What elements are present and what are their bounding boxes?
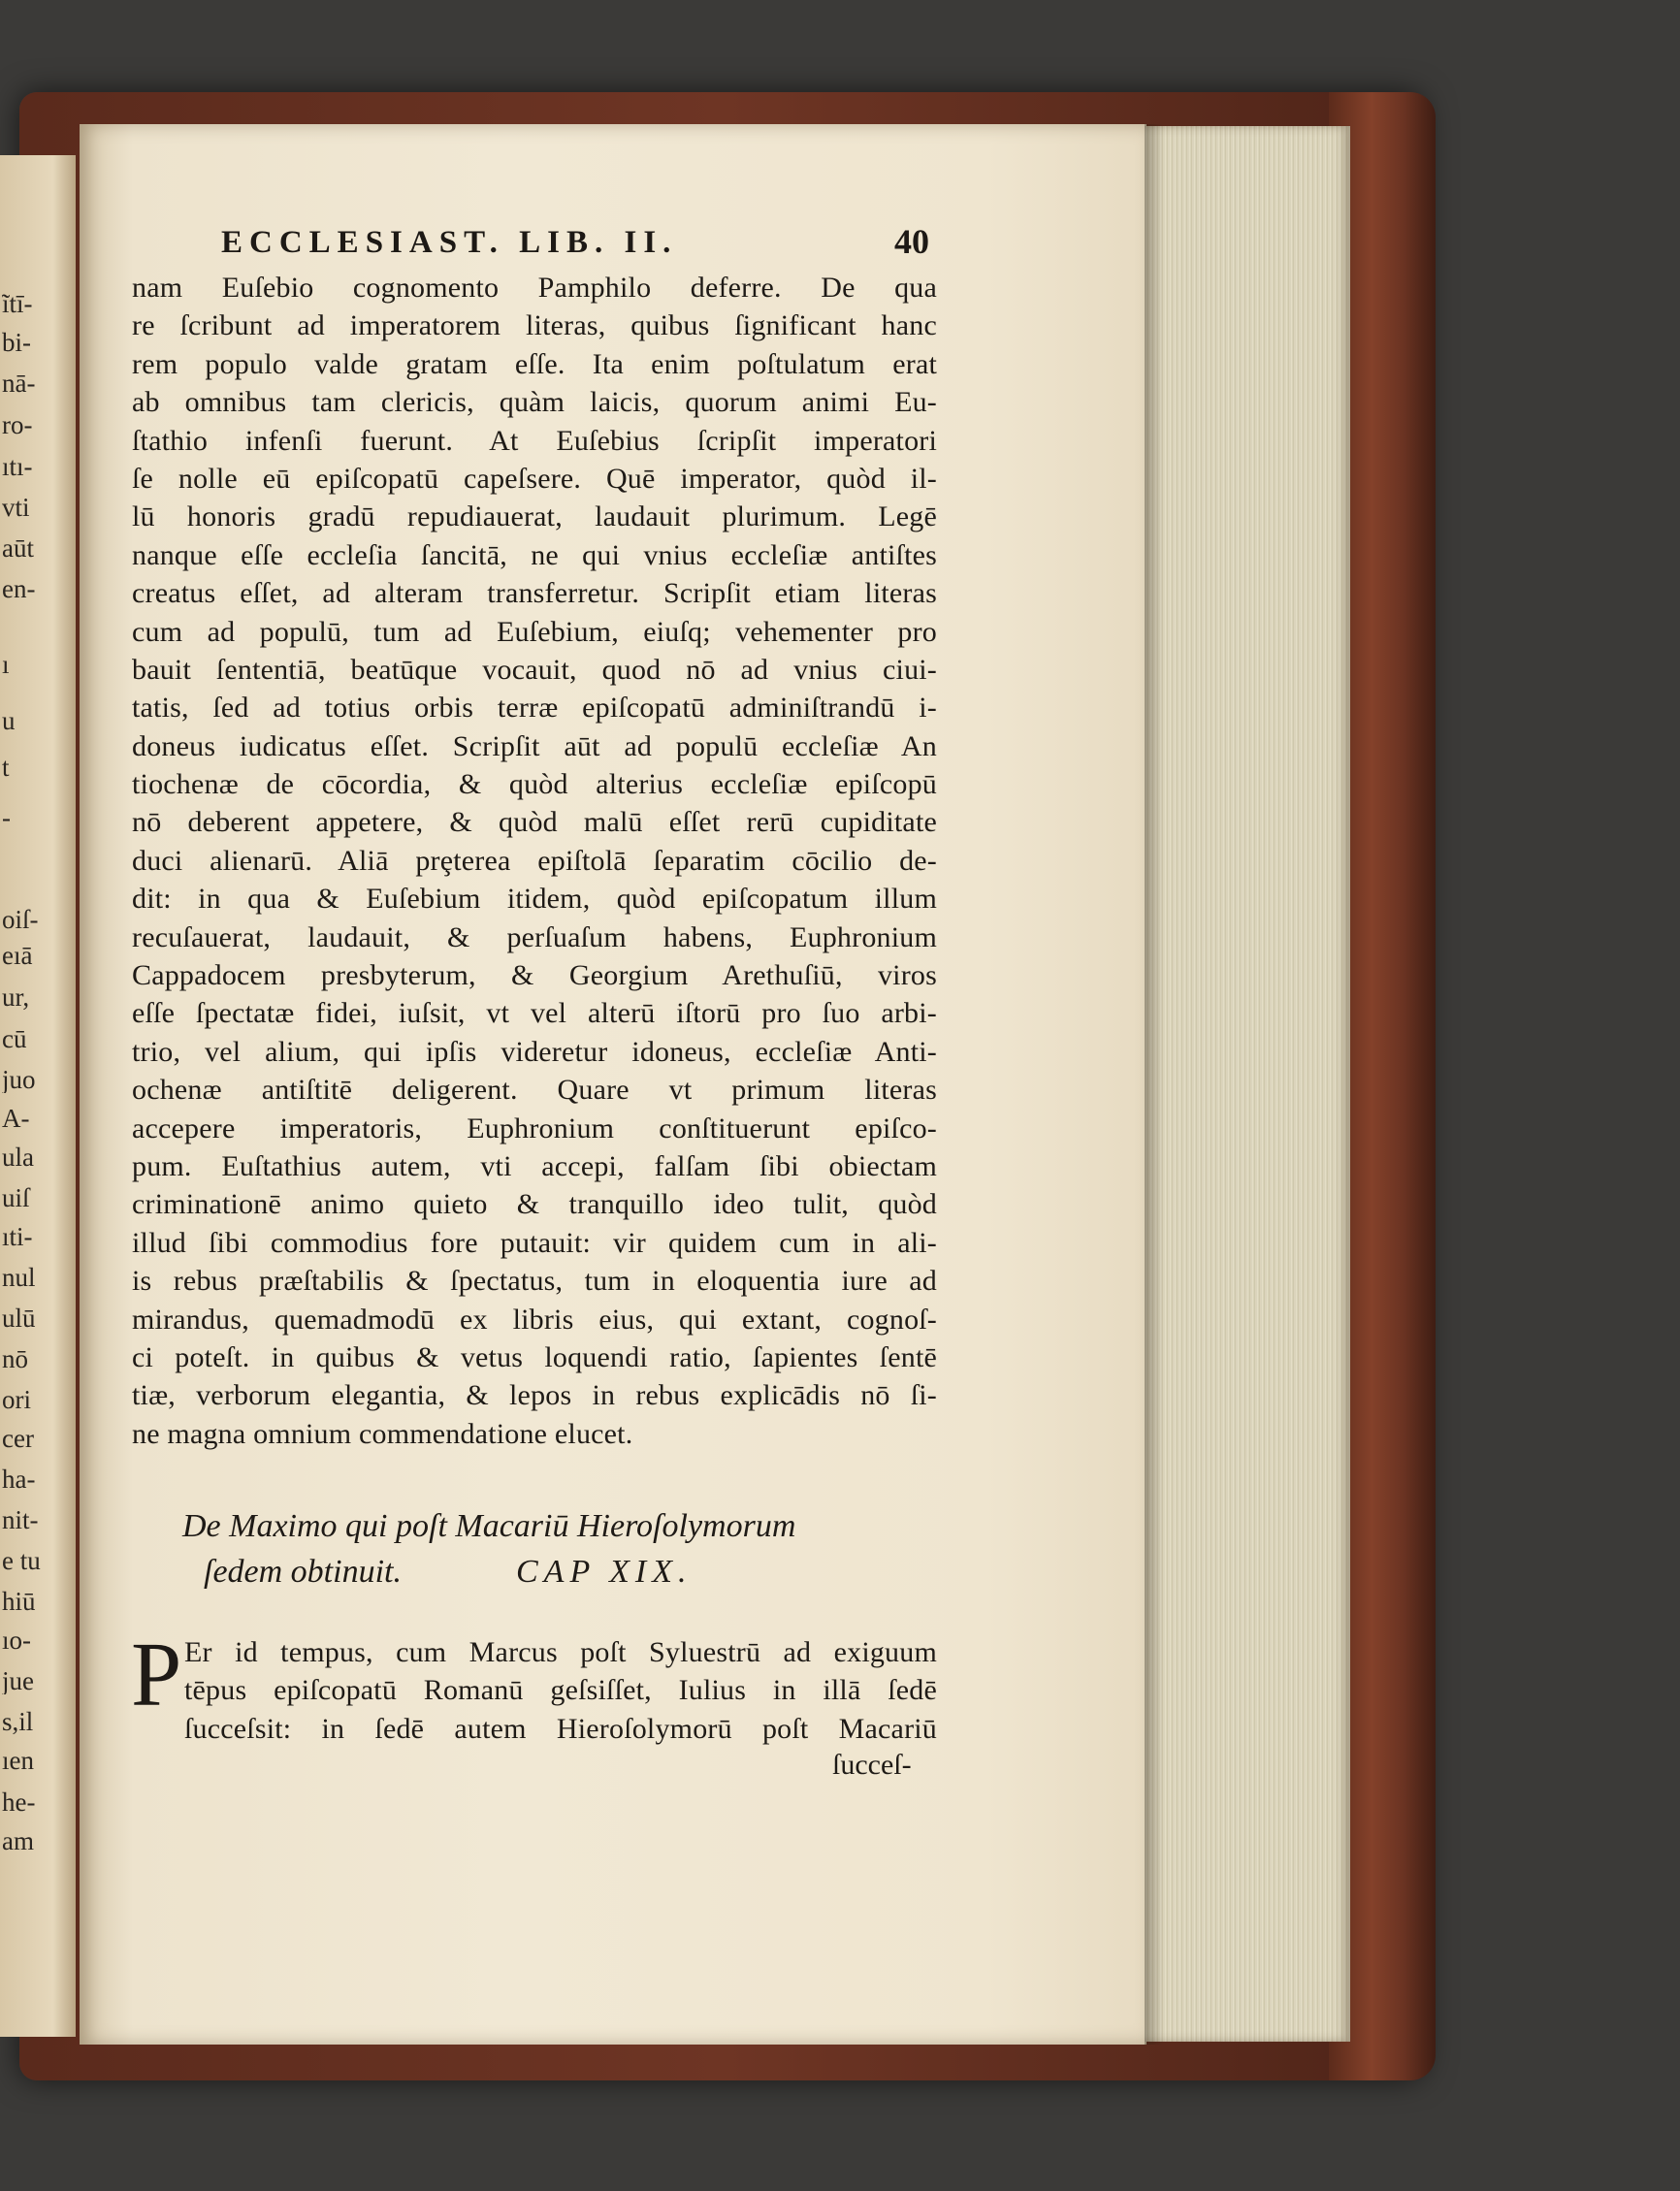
text-line: trio, vel alium, qui ipſis videretur idoneus, eccleſiæ Anti- — [132, 1035, 937, 1068]
text-line: duci alienarū. Aliā prȩterea epiſtolā ſeparatim cōcilio de- — [132, 844, 937, 877]
previous-page-fragment: jue — [2, 1668, 34, 1694]
previous-page-fragment: ıo- — [2, 1627, 31, 1654]
text-line: ochenæ antiſtitē deligerent. Quare vt primum literas — [132, 1074, 937, 1107]
page-edges — [1145, 126, 1350, 2042]
text-line: tatis, ſed ad totius orbis terræ epiſcopatū adminiſtrandū i- — [132, 692, 937, 725]
text-line: ab omnibus tam clericis, quàm laicis, quorum animi Eu- — [132, 386, 937, 419]
previous-page-fragment: oiſ- — [2, 907, 39, 933]
previous-page-fragment: nit- — [2, 1507, 39, 1533]
page-number: 40 — [894, 222, 929, 261]
previous-page-fragment: hiū — [2, 1589, 36, 1615]
text-line: tiochenæ de cōcordia, & quòd alterius eccleſiæ epiſcopū — [132, 768, 937, 801]
previous-page-fragment: s,il — [2, 1709, 34, 1735]
previous-page-fragment: aūt — [2, 535, 34, 562]
previous-page-fragment: eıā — [2, 943, 33, 969]
text-line: criminationē animo quieto & tranquillo ideo tulit, quòd — [132, 1188, 937, 1221]
previous-page-fragment: ha- — [2, 1466, 36, 1493]
text-line: cum ad populū, tum ad Euſebium, eiuſq; vehementer pro — [132, 615, 937, 648]
text-line: pum. Euſtathius autem, vti accepi, falſam ſibi obiectam — [132, 1149, 937, 1182]
previous-page-fragment: ı — [2, 652, 10, 678]
previous-page-fragment: nō — [2, 1346, 28, 1372]
text-line: bauit ſententiā, beatūque vocauit, quod nō ad vnius ciui- — [132, 653, 937, 686]
previous-page-fragment: juo — [2, 1067, 36, 1093]
text-line: recuſauerat, laudauit, & perſuaſum habens, Euphronium — [132, 920, 937, 953]
chapter-heading-line-2: ſedem obtinuit. — [204, 1554, 402, 1590]
text-line: accepere imperatoris, Euphronium conſtituerunt epiſco- — [132, 1112, 937, 1144]
previous-page-fragment: nā- — [2, 371, 36, 397]
previous-page-sliver — [0, 155, 76, 2037]
text-line: nam Euſebio cognomento Pamphilo deferre. De qua — [132, 272, 937, 304]
previous-page-fragment: ulū — [2, 1305, 36, 1332]
previous-page-fragment: en- — [2, 576, 36, 602]
catchword: ſucceſ- — [832, 1749, 912, 1781]
previous-page-fragment: e tu — [2, 1548, 41, 1574]
previous-page-fragment: ĩtī- — [2, 291, 33, 317]
previous-page-fragment: ula — [2, 1144, 34, 1171]
previous-page-fragment: ur, — [2, 984, 30, 1011]
previous-page-fragment: ıtı- — [2, 454, 33, 480]
previous-page-fragment: vti — [2, 495, 30, 521]
page-header — [221, 222, 929, 264]
text-line: nō deberent appetere, & quòd malū eſſet rerū cupiditate — [132, 806, 937, 839]
text-line: mirandus, quemadmodū ex libris eius, qui extant, cognoſ- — [132, 1303, 937, 1336]
previous-page-fragment: ıti- — [2, 1224, 33, 1250]
text-line: tiæ, verborum elegantia, & lepos in rebus explicādis nō ſi- — [132, 1379, 937, 1412]
previous-page-fragment: bi- — [2, 330, 31, 356]
gutter-shadow — [1145, 124, 1164, 2045]
text-line: eſſe ſpectatæ fidei, iuſsit, vt vel alterū iſtorū pro ſuo arbi- — [132, 997, 937, 1030]
previous-page-fragment: he- — [2, 1789, 36, 1816]
chapter-heading-line-1: De Maximo qui poſt Macariū Hieroſolymorum — [182, 1508, 796, 1544]
running-title: ECCLESIAST. LIB. II. — [221, 225, 678, 260]
text-line: ſe nolle eū epiſcopatū capeſsere. Quē imperator, quòd il- — [132, 462, 937, 495]
text-line: ne magna omnium commendatione elucet. — [132, 1417, 633, 1450]
chapter-text-line: ſucceſsit: in ſedē autem Hieroſolymorū poſt Macariū — [184, 1712, 937, 1745]
text-line: doneus iudicatus eſſet. Scripſit aūt ad populū eccleſiæ An — [132, 729, 937, 762]
text-line: rem populo valde gratam eſſe. Ita enim poſtulatum erat — [132, 347, 937, 380]
previous-page-fragment: t — [2, 755, 10, 781]
previous-page-fragment: nul — [2, 1265, 36, 1291]
text-line: nanque eſſe eccleſia ſancitā, ne qui vnius eccleſiæ antiſtes — [132, 538, 937, 571]
text-line: lū honoris gradū repudiauerat, laudauit plurimum. Legē — [132, 500, 937, 533]
previous-page-fragment: uiſ — [2, 1185, 30, 1211]
text-line: re ſcribunt ad imperatorem literas, quibus ſignificant hanc — [132, 309, 937, 342]
text-line: dit: in qua & Euſebium itidem, quòd epiſcopatum illum — [132, 883, 937, 916]
chapter-text-line: tēpus epiſcopatū Romanū geſsiſſet, Iulius in illā ſedē — [184, 1674, 937, 1707]
previous-page-fragment: am — [2, 1828, 34, 1854]
text-line: is rebus præſtabilis & ſpectatus, tum in eloquentia iure ad — [132, 1265, 937, 1298]
text-line: ſtathio infenſi fuerunt. At Euſebius ſcripſit imperatori — [132, 424, 937, 457]
previous-page-fragment: ro- — [2, 412, 33, 438]
previous-page-fragment: ıen — [2, 1748, 34, 1774]
previous-page-fragment: A- — [2, 1106, 30, 1132]
previous-page-fragment: u — [2, 708, 16, 734]
text-line: creatus eſſet, ad alteram transferretur. Scripſit etiam literas — [132, 577, 937, 610]
chapter-text — [184, 1633, 937, 1748]
chapter-number: CAP XIX. — [516, 1554, 693, 1590]
body-text — [132, 269, 937, 1453]
chapter-text-line: Er id tempus, cum Marcus poſt Syluestrū ad exiguum — [184, 1636, 937, 1668]
previous-page-fragment: cū — [2, 1026, 27, 1052]
previous-page-fragment: cer — [2, 1426, 34, 1452]
text-line: Cappadocem presbyterum, & Georgium Arethuſiū, viros — [132, 959, 937, 992]
drop-cap: P — [131, 1625, 182, 1725]
previous-page-fragment: - — [2, 805, 11, 831]
text-line: ci poteſt. in quibus & vetus loquendi ratio, ſapientes ſentē — [132, 1340, 937, 1373]
text-line: illud ſibi commodius fore putauit: vir quidem cum in ali- — [132, 1226, 937, 1259]
previous-page-fragment: ori — [2, 1387, 31, 1413]
